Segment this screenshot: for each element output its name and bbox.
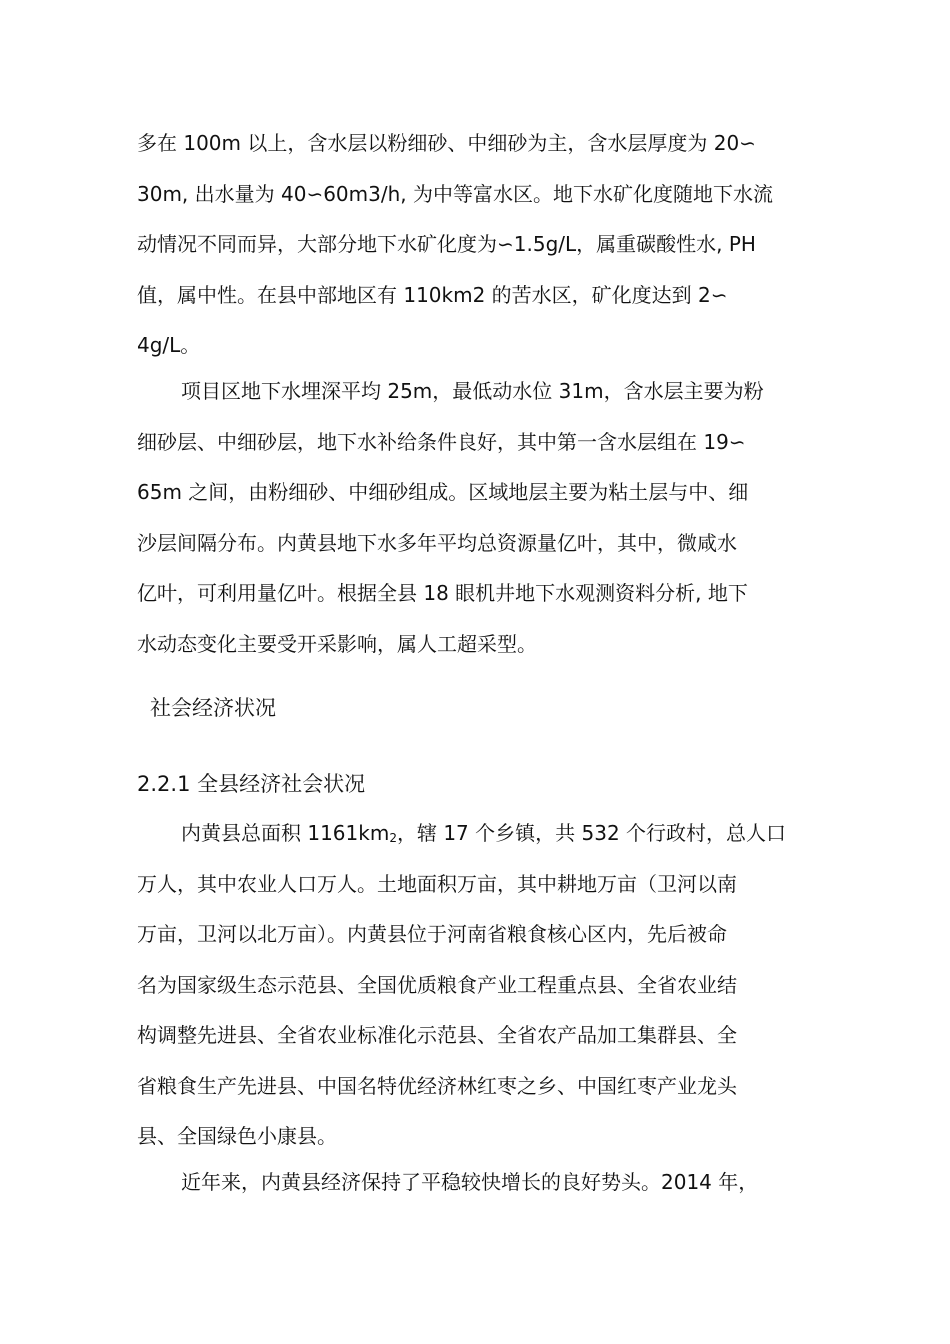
paragraph-project-groundwater: [137, 366, 817, 669]
section-heading: 社会经济状况: [150, 696, 276, 720]
text-fragment: ，辖 17 个乡镇，共 532 个行政村，总人口: [396, 821, 787, 845]
text-line: 万人，其中农业人口万人。土地面积万亩，其中耕地万亩（卫河以南: [137, 871, 737, 896]
superscript-unit: 2: [389, 831, 397, 845]
text-fragment: 内黄县总面积 1161km: [181, 821, 390, 845]
text-line: 亿叶，可利用量亿叶。根据全县 18 眼机井地下水观测资料分析, 地下: [137, 581, 748, 605]
paragraph-groundwater-region: [137, 118, 817, 371]
text-line: 动情况不同而异，大部分地下水矿化度为∽1.5g/L，属重碳酸性水, PH: [137, 232, 756, 256]
paragraph-economy: [137, 1157, 817, 1208]
text-line: 省粮食生产先进县、中国名特优经济林红枣之乡、中国红枣产业龙头: [137, 1073, 737, 1098]
text-line: 细砂层、中细砂层，地下水补给条件良好，其中第一含水层组在 19∽: [137, 429, 746, 454]
text-line: 水动态变化主要受开采影响，属人工超采型。: [137, 631, 537, 656]
text-line: 30m, 出水量为 40∽60m3/h, 为中等富水区。地下水矿化度随地下水流: [137, 181, 773, 206]
paragraph-county-overview: [137, 808, 817, 1162]
text-line: 县、全国绿色小康县。: [137, 1124, 337, 1148]
text-line: 沙层间隔分布。内黄县地下水多年平均总资源量亿叶，其中，微咸水: [137, 530, 737, 555]
text-line-first: [137, 808, 817, 859]
text-line: 4g/L。: [137, 333, 201, 357]
text-line: 近年来，内黄县经济保持了平稳较快增长的良好势头。2014 年，: [181, 1170, 759, 1194]
subsection-heading: 2.2.1 全县经济社会状况: [137, 772, 366, 796]
text-line: 万亩，卫河以北万亩）。内黄县位于河南省粮食核心区内，先后被命: [137, 922, 727, 946]
text-line: 名为国家级生态示范县、全国优质粮食产业工程重点县、全省农业结: [137, 972, 737, 997]
text-line: 65m 之间，由粉细砂、中细砂组成。区域地层主要为粘土层与中、细: [137, 480, 749, 504]
text-line: 值，属中性。在县中部地区有 110km2 的苦水区，矿化度达到 2∽: [137, 282, 728, 307]
text-line: 构调整先进县、全省农业标准化示范县、全省农产品加工集群县、全: [137, 1023, 737, 1047]
text-line: 多在 100m 以上，含水层以粉细砂、中细砂为主，含水层厚度为 20∽: [137, 131, 756, 155]
text-line: 项目区地下水埋深平均 25m，最低动水位 31m，含水层主要为粉: [181, 379, 764, 403]
